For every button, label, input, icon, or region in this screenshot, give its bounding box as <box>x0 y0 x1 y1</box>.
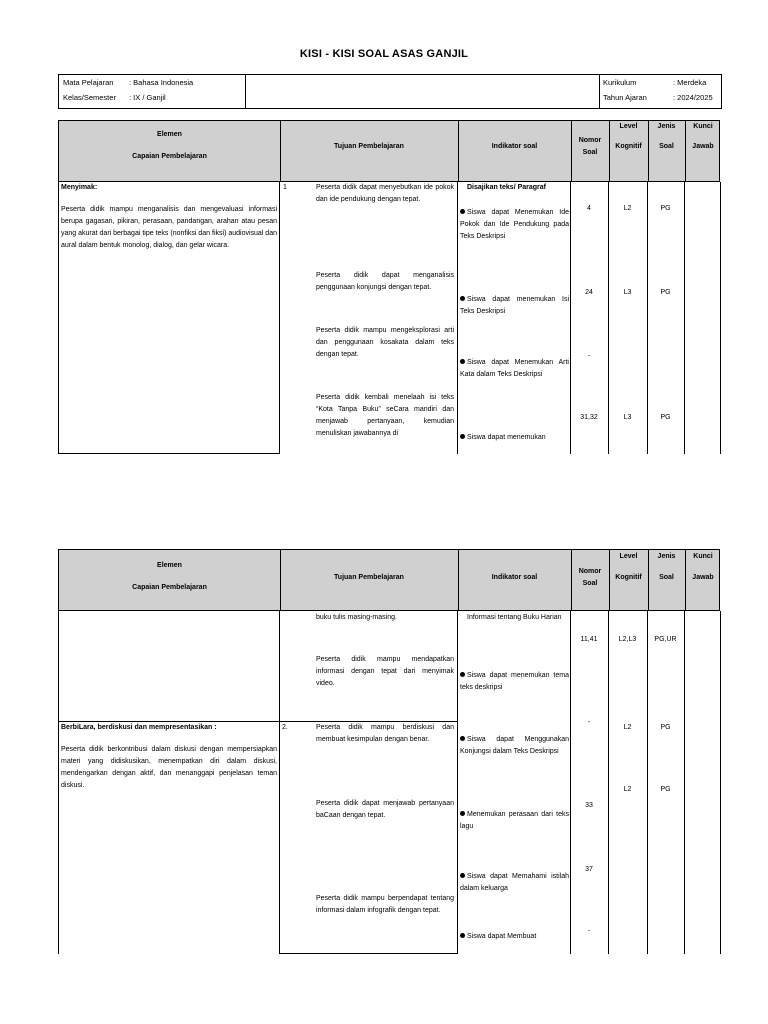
indikator-4: Siswa dapat menemukan <box>460 432 569 444</box>
tujuan-2-1: Peserta didik mampu berdiskusi dan membuat kesimpulan dengan benar. <box>316 724 454 743</box>
bullet-icon <box>460 209 465 214</box>
kurikulum-value: : Merdeka <box>673 78 707 87</box>
header-nomor: Nomor <box>578 137 602 144</box>
nomor-2: 24 <box>585 289 593 296</box>
table-header-2 <box>58 549 720 611</box>
jenis-4: PG <box>660 414 671 421</box>
elemen-menyimak-text: Peserta didik mampu menganalisis dan mengevaluasi informasi berupa gagasan, pikiran, perasaan, pandangan, arahan atau pesan yang akurat dari berbagai tipe teks (nonfiksi dan fiksi) audiovisual dan aural dalam bentuk monolog, dialog, dan gelar wicara. <box>61 206 277 249</box>
tahun-value: : 2024/2025 <box>673 93 713 102</box>
header-indikator: Indikator soal <box>491 574 538 581</box>
jenis-continued: PG,UR <box>654 636 677 643</box>
indikator-continued: Informasi tentang Buku Harian <box>467 614 562 621</box>
header-jenis: Jenis <box>657 553 676 560</box>
bullet-icon <box>460 359 465 364</box>
level-2: L3 <box>623 289 632 296</box>
bullet-icon <box>460 933 465 938</box>
bullet-icon <box>460 736 465 741</box>
header-nomor: Nomor <box>578 568 602 575</box>
indikator-2-3: Siswa dapat Memahami istilah dalam keluarga <box>460 873 569 892</box>
mapel-label: Mata Pelajaran <box>63 78 114 87</box>
tujuan-4: Peserta didik kembali menelaah isi teks “Kota Tanpa Buku” seCara mandiri dan menjawab pertanyaan, kemudian menuliskan jawabannya di <box>316 394 454 437</box>
jenis-2: PG <box>660 289 671 296</box>
header-nomor-soal: Soal <box>582 149 598 156</box>
header-jawab: Jawab <box>692 574 714 581</box>
kurikulum-label: Kurikulum <box>603 78 637 87</box>
header-indikator: Indikator soal <box>491 143 538 150</box>
header-nomor-soal: Soal <box>582 580 598 587</box>
nomor-4: 31,32 <box>580 414 598 421</box>
jenis-2-2: PG <box>660 786 671 793</box>
tujuan-2-3: Peserta didik mampu berpendapat tentang informasi dalam infografik dengan tepat. <box>316 895 454 914</box>
jenis-1: PG <box>660 205 671 212</box>
elemen-berbicara-text: Peserta didik berkontribusi dalam diskusi dengan mempersiapkan materi yang didiskusikan, menempatkan diri dalam diskusi, mendengarkan dengan aktif, dan menanggapi penjelasan teman diskusi. <box>61 746 277 789</box>
document-title: KISI - KISI SOAL ASAS GANJIL <box>299 48 469 60</box>
nomor-2-3: 37 <box>585 866 593 873</box>
header-elemen: Elemen <box>157 562 182 569</box>
level-2-2: L2 <box>623 786 632 793</box>
level-continued: L2,L3 <box>618 636 637 643</box>
mapel-value: : Bahasa Indonesia <box>129 78 194 87</box>
tujuan-number-2: 2. <box>282 724 288 731</box>
nomor-2-2: 33 <box>585 802 593 809</box>
nomor-continued: 11,41 <box>580 636 598 643</box>
header-kunci: Kunci <box>693 123 713 130</box>
tahun-label: Tahun Ajaran <box>603 93 647 102</box>
header-kunci: Kunci <box>693 553 713 560</box>
header-jawab: Jawab <box>692 143 714 150</box>
header-jenis: Jenis <box>657 123 676 130</box>
tujuan-1: Peserta didik dapat menyebutkan ide pokok dan ide pendukung dengan tepat. <box>316 184 454 203</box>
indikator-1b: Siswa dapat menemukan tema teks deskripsi <box>460 672 569 691</box>
header-kognitif: Kognitif <box>615 143 642 150</box>
indikator-2-4: Siswa dapat Membuat <box>460 931 569 943</box>
header-capaian: Capaian Pembelajaran <box>132 584 207 591</box>
elemen-berbicara-title: BerbiLara, berdiskusi dan mempresentasikan : <box>61 724 217 731</box>
elemen-menyimak-title: Menyimak: <box>61 184 98 191</box>
jenis-2-1: PG <box>660 724 671 731</box>
bullet-icon <box>460 296 465 301</box>
nomor-2-1: - <box>587 719 591 726</box>
indikator-3: Siswa dapat Menemukan Arti Kata dalam Teks Deskripsi <box>460 359 569 378</box>
bullet-icon <box>460 672 465 677</box>
info-box <box>58 74 722 109</box>
level-4: L3 <box>623 414 632 421</box>
bullet-icon <box>460 434 465 439</box>
header-level: Level <box>619 123 638 130</box>
bullet-icon <box>460 811 465 816</box>
indikator-1: Siswa dapat Menemukan Ide Pokok dan Ide Pendukung pada Teks Deskripsi <box>460 209 569 240</box>
indikator-head: Disajikan teks/ Paragraf <box>467 184 546 191</box>
nomor-2-4: - <box>587 928 591 935</box>
header-tujuan: Tujuan Pembelajaran <box>334 143 404 150</box>
header-elemen: Elemen <box>157 131 182 138</box>
tujuan-2: Peserta didik dapat menganalisis penggunaan konjungsi dengan tepat. <box>316 272 454 291</box>
indikator-2: Siswa dapat menemukan Isi Teks Deskripsi <box>460 296 569 315</box>
level-1: L2 <box>623 205 632 212</box>
indikator-2-2: Menemukan perasaan dari teks lagu <box>460 811 569 830</box>
table-header <box>58 120 720 182</box>
header-jenis-soal: Soal <box>659 143 674 150</box>
tujuan-number-1: 1 <box>283 184 287 191</box>
kelas-value: : IX / Ganjil <box>129 93 166 102</box>
tujuan-continued: buku tulis masing-masing. <box>316 614 397 621</box>
tujuan-2-2: Peserta didik dapat menjawab pertanyaan baCaan dengan tepat. <box>316 800 454 819</box>
kelas-label: Kelas/Semester <box>63 93 116 102</box>
nomor-1: 4 <box>587 205 591 212</box>
header-jenis-soal: Soal <box>659 574 674 581</box>
bullet-icon <box>460 873 465 878</box>
header-tujuan: Tujuan Pembelajaran <box>334 574 404 581</box>
header-kognitif: Kognitif <box>615 574 642 581</box>
header-capaian: Capaian Pembelajaran <box>132 153 207 160</box>
level-2-1: L2 <box>623 724 632 731</box>
tujuan-3: Peserta didik mampu mengeksplorasi arti dan penggunaan kosakata dalam teks dengan tepat. <box>316 327 454 358</box>
nomor-3: - <box>587 353 591 360</box>
header-level: Level <box>619 553 638 560</box>
indikator-2-1: Siswa dapat Menggunakan Konjungsi dalam Teks Deskripsi <box>460 736 569 755</box>
tujuan-1b: Peserta didik mampu mendapatkan informasi dengan tepat dari menyimak video. <box>316 656 454 687</box>
